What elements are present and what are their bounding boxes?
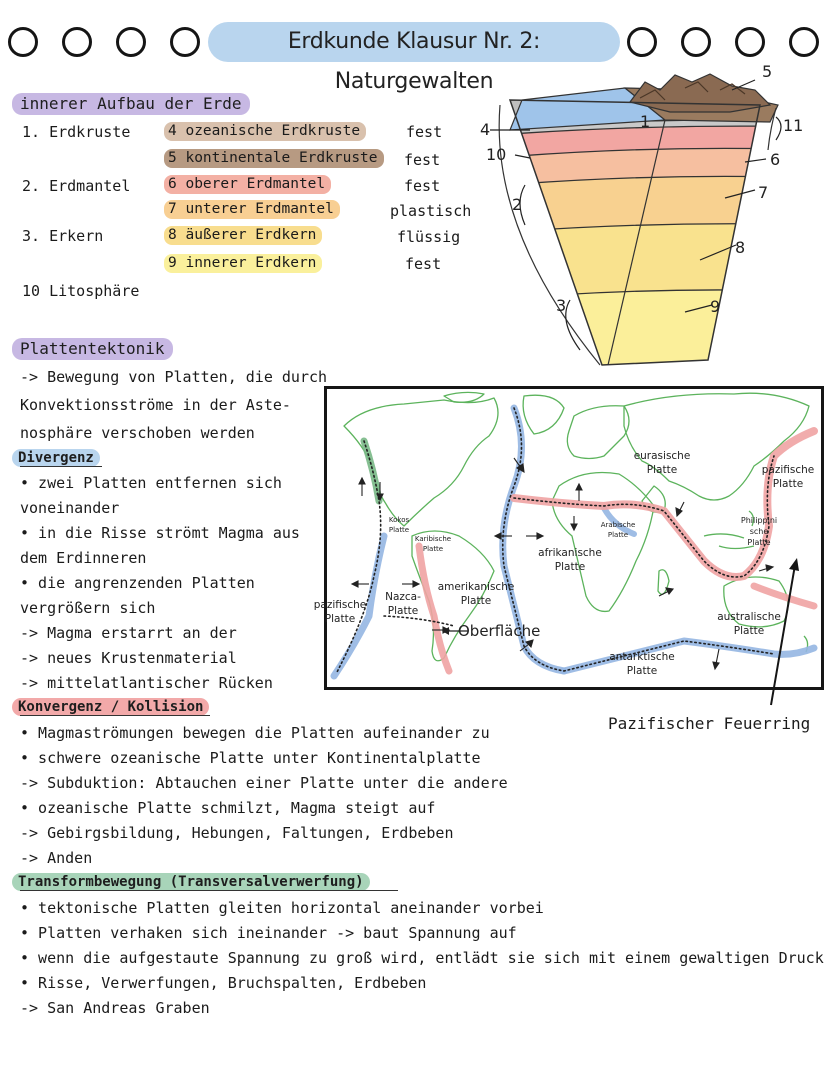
diagram-label-7: 7 <box>758 183 769 202</box>
diagram-label-9: 9 <box>710 297 721 316</box>
plate-label-antarktisch: antarktische Platte <box>609 651 675 677</box>
plattentektonik-heading: Plattentektonik <box>12 338 173 360</box>
diagram-label-4: 4 <box>480 120 491 139</box>
diagram-label-8: 8 <box>735 238 746 257</box>
transform-line: • Risse, Verwerfungen, Bruchspalten, Erdbeben <box>20 974 427 992</box>
state-value: plastisch <box>390 202 472 220</box>
header-circle <box>681 27 711 57</box>
divergenz-underline <box>20 466 102 467</box>
feuerring-pointer <box>765 555 805 715</box>
oberflaeche-label: Oberfläche <box>458 622 541 640</box>
diagram-label-5: 5 <box>762 62 773 81</box>
feuerring-caption: Pazifischer Feuerring <box>608 714 811 733</box>
group-erdkruste: 1. Erdkruste <box>22 123 131 141</box>
layer-innerer-erdkern: 9 innerer Erdkern <box>164 254 322 273</box>
plate-label-australisch: australische Platte <box>717 611 781 637</box>
state-value: fest <box>404 177 441 195</box>
state-value: fest <box>405 255 442 273</box>
plate-label-afrikanisch: afrikanische Platte <box>538 547 602 573</box>
header-circle <box>789 27 819 57</box>
divergenz-line: vergrößern sich <box>20 599 156 617</box>
divergenz-line: • die angrenzenden Platten <box>20 574 255 592</box>
plate-label-eurasisch: eurasische Platte <box>633 450 691 476</box>
header-circle <box>627 27 657 57</box>
plate-label-amerikanisch: amerikanische Platte <box>437 581 515 607</box>
group-litosphaere: 10 Litosphäre <box>22 282 140 300</box>
intro-line: nosphäre verschoben werden <box>20 424 255 442</box>
layer-ozeanische-erdkruste: 4 ozeanische Erdkruste <box>164 122 366 141</box>
state-value: flüssig <box>397 228 461 246</box>
header-circle <box>8 27 38 57</box>
transform-line: -> San Andreas Graben <box>20 999 210 1017</box>
plate-label-karibisch: Karibische Platte <box>414 535 452 553</box>
header-circle <box>735 27 765 57</box>
plate-label-arabisch: Arabische Platte <box>600 521 636 539</box>
konvergenz-line: -> Gebirgsbildung, Hebungen, Faltungen, Erdbeben <box>20 824 454 842</box>
header-circle <box>62 27 92 57</box>
transform-underline <box>20 890 398 891</box>
divergenz-line: • zwei Platten entfernen sich <box>20 474 282 492</box>
diagram-label-3: 3 <box>556 296 567 315</box>
transform-heading: Transformbewegung (Transversalverwerfung) <box>12 873 370 891</box>
intro-line: -> Bewegung von Platten, die durch <box>20 368 328 386</box>
divergenz-line: -> Magma erstarrt an der <box>20 624 237 642</box>
intro-line: Konvektionsströme in der Aste- <box>20 396 291 414</box>
plate-label-philippinisch: Philippini sche Platte <box>740 516 778 547</box>
state-value: fest <box>406 123 443 141</box>
divergenz-line: -> mittelatlantischer Rücken <box>20 674 273 692</box>
divergenz-heading: Divergenz <box>12 449 100 467</box>
diagram-label-1: 1 <box>640 112 651 131</box>
layer-kontinentale-erdkruste: 5 kontinentale Erdkruste <box>164 149 384 168</box>
group-erdmantel: 2. Erdmantel <box>22 177 131 195</box>
diagram-label-11: 11 <box>783 116 804 135</box>
layer-unterer-erdmantel: 7 unterer Erdmantel <box>164 200 340 219</box>
diagram-label-10: 10 <box>486 145 507 164</box>
konvergenz-line: -> Anden <box>20 849 93 867</box>
konvergenz-line: • Magmaströmungen bewegen die Platten aufeinander zu <box>20 724 490 742</box>
konvergenz-line: • ozeanische Platte schmilzt, Magma steigt auf <box>20 799 436 817</box>
konvergenz-underline <box>20 715 210 716</box>
plate-label-pazifisch-west: pazifische Platte <box>313 599 367 625</box>
header-circle <box>116 27 146 57</box>
page-title: Erdkunde Klausur Nr. 2: Naturgewalten <box>208 22 620 62</box>
aufbau-heading: innerer Aufbau der Erde <box>12 93 250 115</box>
earth-layers-diagram <box>470 60 820 375</box>
transform-line: • Platten verhaken sich ineinander -> baut Spannung auf <box>20 924 517 942</box>
divergenz-line: -> neues Krustenmaterial <box>20 649 237 667</box>
transform-line: • tektonische Platten gleiten horizontal aneinander vorbei <box>20 899 544 917</box>
divergenz-line: voneinander <box>20 499 120 517</box>
group-erkern: 3. Erkern <box>22 227 104 245</box>
konvergenz-line: -> Subduktion: Abtauchen einer Platte unter die andere <box>20 774 508 792</box>
divergenz-line: • in die Risse strömt Magma aus <box>20 524 300 542</box>
konvergenz-line: • schwere ozeanische Platte unter Kontinentalplatte <box>20 749 481 767</box>
divergenz-line: dem Erdinneren <box>20 549 147 567</box>
plate-label-pazifisch-ost: pazifische Platte <box>761 464 815 490</box>
layer-oberer-erdmantel: 6 oberer Erdmantel <box>164 175 331 194</box>
layer-aeusserer-erdkern: 8 äußerer Erdkern <box>164 226 322 245</box>
diagram-label-6: 6 <box>770 150 781 169</box>
plate-label-nazca: Nazca- Platte <box>385 591 421 617</box>
konvergenz-heading: Konvergenz / Kollision <box>12 698 209 716</box>
header-circle <box>170 27 200 57</box>
transform-line: • wenn die aufgestaute Spannung zu groß wird, entlädt sie sich mit einem gewaltigen Druck <box>20 949 824 967</box>
plate-label-kokos: Kokos Platte <box>388 516 410 534</box>
diagram-label-2: 2 <box>512 195 523 214</box>
state-value: fest <box>404 151 441 169</box>
